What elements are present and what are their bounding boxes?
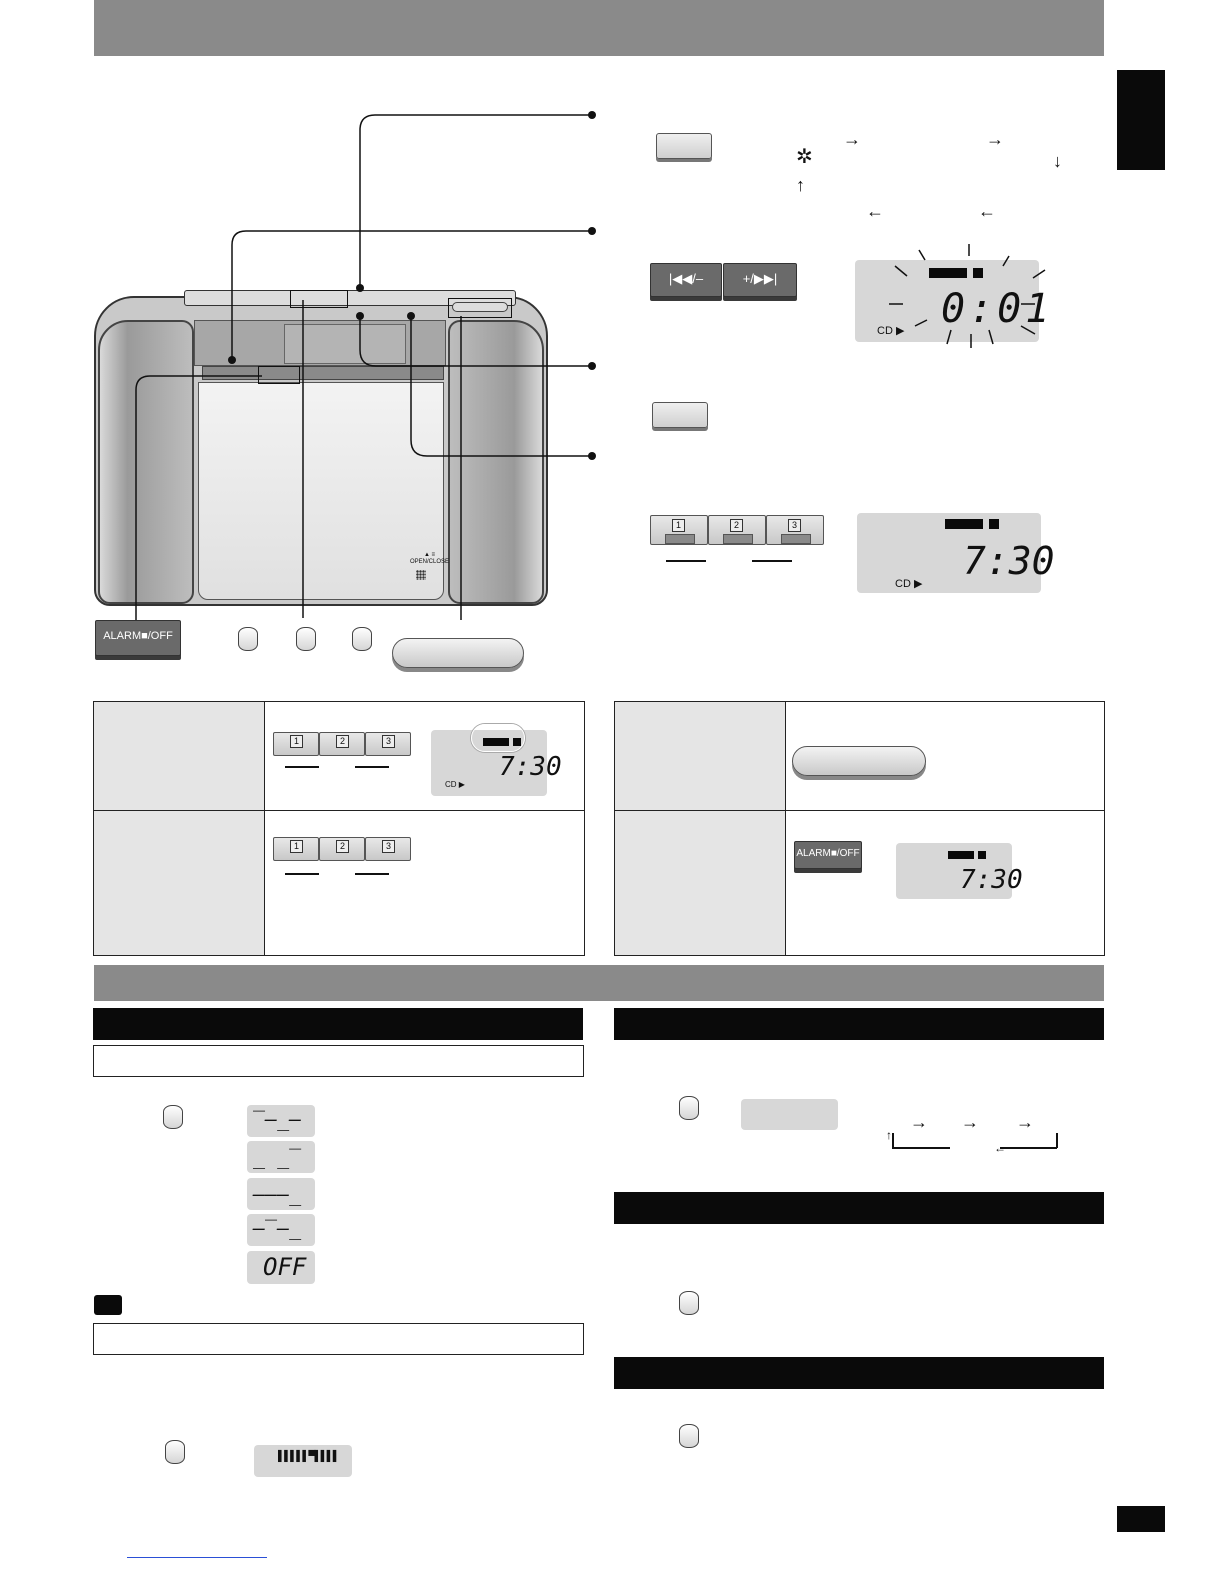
seq-lcd-off-text: OFF <box>263 1253 307 1281</box>
right-knob-1[interactable] <box>679 1096 699 1120</box>
preset-button-2[interactable] <box>708 515 766 545</box>
right-knob-3[interactable] <box>679 1424 699 1448</box>
preset-num-1: 1 <box>672 519 685 532</box>
time-button[interactable] <box>652 402 708 428</box>
right-knob-2[interactable] <box>679 1291 699 1315</box>
snooze-button[interactable] <box>392 638 524 668</box>
arrow-right-2: → <box>986 129 1004 149</box>
table-right-cell-1-content <box>785 701 1105 812</box>
preset-num-2: 2 <box>730 519 743 532</box>
right-section-header-2 <box>614 1192 1104 1224</box>
knob-2[interactable] <box>296 627 316 651</box>
arrow-down: ↓ <box>1053 151 1062 171</box>
right-lcd <box>741 1099 838 1130</box>
table-left-cell-1-content: 1 2 3 7:30 CD ▶ <box>264 701 585 812</box>
note-badge <box>94 1295 122 1315</box>
prev-minus-button[interactable] <box>650 263 722 297</box>
prev-minus-label: |◀◀/– <box>668 271 704 286</box>
lcd-time-value: 0:01 <box>941 286 1054 332</box>
table-left-cell-2-label <box>93 810 266 956</box>
blink-marks <box>855 244 1055 354</box>
seq-lcd-3: –––_ <box>247 1178 315 1210</box>
alarm-off-button[interactable] <box>95 620 181 656</box>
seq-lcd-1: ‾–_– <box>247 1105 315 1137</box>
arrow-left-2: ← <box>978 201 996 221</box>
seq-lcd-4: –‾–_ <box>247 1214 315 1246</box>
eq-lcd <box>254 1445 352 1477</box>
table-right-cell-2-content: ALARM■/OFF 7:30 <box>785 810 1105 956</box>
lcd-alarm-top-cd: CD ▶ <box>895 578 923 590</box>
preset-button-3[interactable] <box>766 515 824 545</box>
left-section-header <box>93 1008 583 1040</box>
arrow-up: ↑ <box>796 175 805 195</box>
eq-knob[interactable] <box>165 1440 185 1464</box>
set-button[interactable] <box>656 133 712 159</box>
lcd-alarm-top-time: 7:30 <box>963 539 1055 583</box>
right-section-header-3 <box>614 1357 1104 1389</box>
plus-next-label: +/▶▶| <box>742 271 778 286</box>
page-number-block <box>1117 1506 1165 1532</box>
table-right-cell-1-label <box>614 701 787 812</box>
table-right-cell-2-label <box>614 810 787 956</box>
lcd-cd-label: CD ▶ <box>877 325 905 337</box>
left-note-box-2 <box>93 1323 584 1355</box>
knob-1[interactable] <box>238 627 258 651</box>
section-bar <box>94 965 1104 1001</box>
lcd-alarm-top <box>857 513 1055 593</box>
left-note-box <box>93 1045 584 1077</box>
seq-lcd-2: _ _‾ <box>247 1141 315 1173</box>
table-left-cell-1-label <box>93 701 266 812</box>
sun-icon: ✲ <box>796 146 813 168</box>
right-section-header-1 <box>614 1008 1104 1040</box>
sound-knob[interactable] <box>163 1105 183 1129</box>
ref-link-line[interactable] <box>127 1557 267 1558</box>
table-left-cell-2-content: 1 2 3 <box>264 810 585 956</box>
open-close-label: ▲ ≡ OPEN/CLOSE <box>410 552 450 565</box>
seq-lcd-off <box>247 1251 315 1284</box>
alarm-off-label: ALARM■/OFF <box>103 630 173 642</box>
arrow-left-1: ← <box>866 201 884 221</box>
preset-button-1[interactable] <box>650 515 708 545</box>
eq-bar: ▌▌▌▌▌▀▌▌▌▌ <box>278 1451 339 1462</box>
knob-3[interactable] <box>352 627 372 651</box>
preset-num-3: 3 <box>788 519 801 532</box>
plus-next-button[interactable] <box>723 263 797 297</box>
arrow-right-1: → <box>843 129 861 149</box>
